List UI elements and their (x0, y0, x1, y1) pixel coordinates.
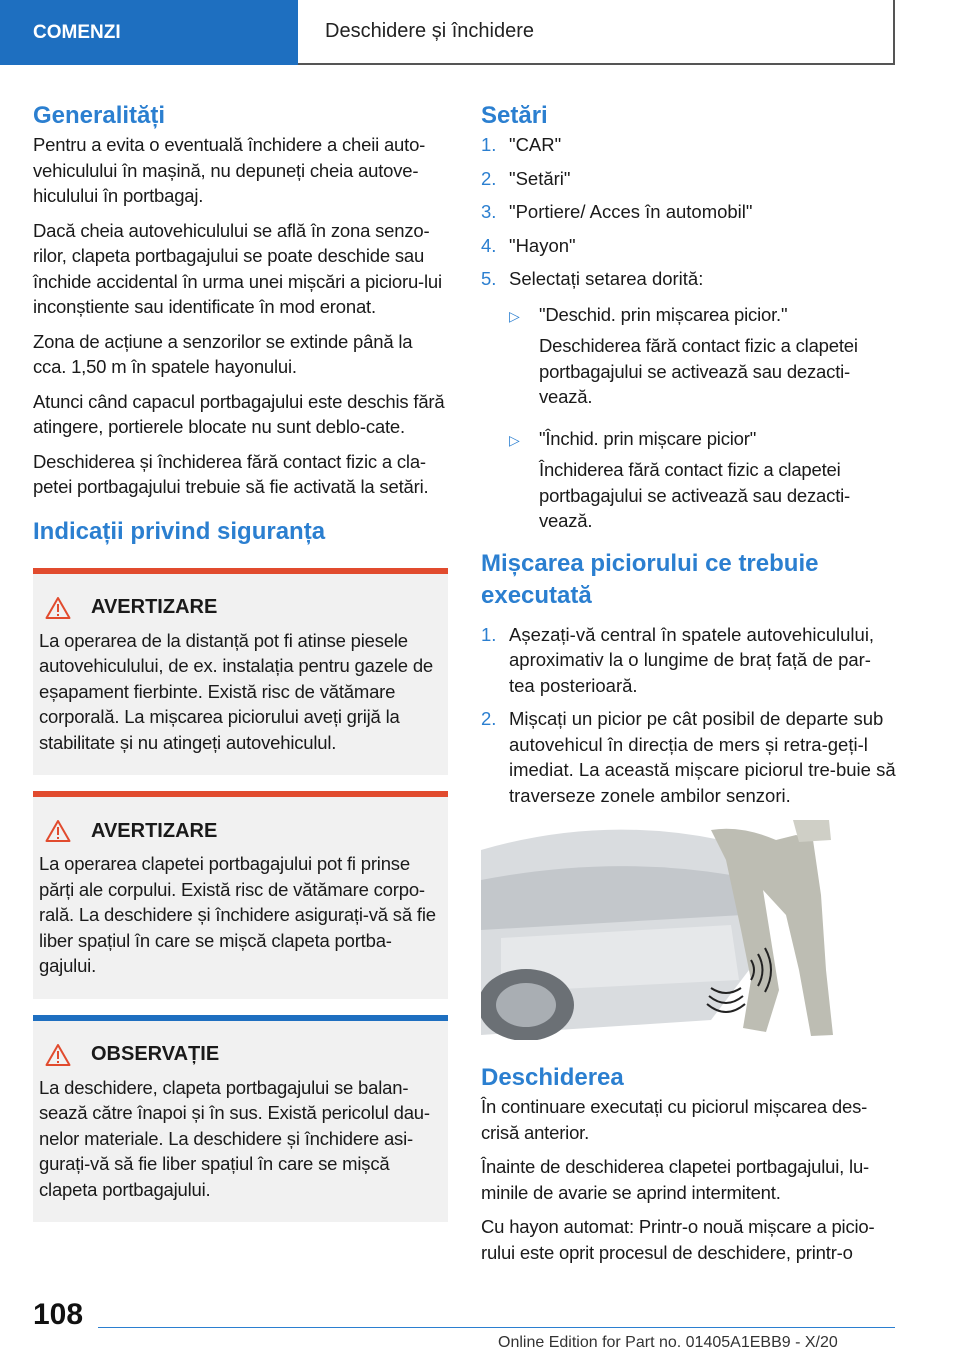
warning-triangle-icon (45, 819, 71, 843)
safety-heading: Indicații privind siguranța (33, 517, 326, 545)
general-paragraph: Zona de acțiune a senzorilor se extinde până la cca. 1,50 m în spatele hayonului. (33, 330, 413, 377)
step-number: 5. (481, 268, 497, 289)
section-label: COMENZI (33, 21, 121, 43)
chapter-header (311, 0, 895, 65)
option-description: Închiderea fără contact fizic a clapetei portbagajului se activează sau dezacti-vează. (539, 459, 850, 531)
option-description: Deschiderea fără contact fizic a clapetei portbagajului se activează sau dezacti-vează. (539, 335, 858, 407)
step-number: 1. (481, 134, 497, 155)
movement-steps (481, 622, 896, 809)
list-item (481, 199, 896, 225)
notice-box (33, 1015, 448, 1223)
list-item (481, 166, 896, 192)
option-label: "Închid. prin mișcare picior" (539, 427, 757, 449)
step-text: Așezați-vă central în spatele autovehiculului, aproximativ la o lungime de braț față de par-tea posterioară. (509, 623, 875, 696)
option-item (509, 426, 896, 540)
list-item (481, 622, 896, 699)
option-item (509, 302, 896, 416)
step-text: Mișcați un picior pe cât posibil de departe sub autovehicul în direcția de mers și retra-geți-l imediat. La această mișcare piciorul tre-buie să traverseze zonele ambilor senzori. (509, 708, 896, 806)
opening-heading: Deschiderea (481, 1064, 624, 1091)
general-paragraph: Deschiderea și închiderea fără contact fizic a cla-petei portbagajului trebuie să fie activată la setări. (33, 450, 429, 497)
warning-box (33, 791, 448, 999)
footer-divider (98, 1327, 895, 1328)
warning-triangle-icon (45, 1043, 71, 1067)
list-item (481, 706, 896, 808)
page-number: 108 (33, 1298, 84, 1331)
step-text: "Setări" (509, 167, 571, 189)
list-item (481, 132, 896, 158)
header-divider (298, 0, 312, 65)
general-paragraph: Atunci când capacul portbagajului este deschis fără atingere, portierele blocate nu sunt deblo-cate. (33, 390, 445, 437)
notice-text: La deschidere, clapeta portbagajului se balan-sează către înapoi și în sus. Există pericolul dau-nelor materiale. La deschidere și închidere asi-gurați-vă să fie liber spațiul în care se mișcă clapeta portbagajului. (39, 1076, 430, 1200)
warning-title-text: AVERTIZARE (91, 596, 218, 618)
option-label: "Deschid. prin mișcarea picior." (539, 303, 788, 325)
notice-title (41, 1043, 440, 1067)
warning-title-text: AVERTIZARE (91, 819, 218, 842)
warning-title (41, 596, 440, 620)
settings-steps (481, 132, 896, 540)
notice-title-text: OBSERVAȚIE (91, 1043, 220, 1065)
foot-sensor-illustration (481, 820, 896, 1040)
triangle-bullet-icon: ▷ (509, 307, 520, 324)
opening-paragraph: Cu hayon automat: Printr-o nouă mișcare a picio-rului este oprit procesul de deschidere, printr-o (481, 1216, 875, 1263)
warning-box (33, 568, 448, 776)
step-number: 2. (481, 167, 497, 189)
chapter-label: Deschidere și închidere (325, 20, 534, 42)
left-column (33, 100, 448, 1238)
edition-text: Online Edition for Part no. 01405A1EBB9 - X/20 (498, 1334, 838, 1351)
step-text: Selectați setarea dorită: (509, 268, 704, 289)
step-number: 4. (481, 234, 497, 256)
section-tab (0, 0, 298, 65)
movement-heading: Mișcarea piciorului ce trebuie executată (481, 549, 819, 609)
step-text: "Portiere/ Acces în automobil" (509, 201, 753, 222)
general-paragraph: Pentru a evita o eventuală închidere a cheii auto-vehiculului în mașină, nu depuneți cheia autove-hiculului în portbagaj. (33, 134, 426, 206)
warning-text: La operarea clapetei portbagajului pot fi prinse părți ale corpului. Există risc de vătămare corpo-rală. La deschidere și închidere asigurați-vă să fie liber spațiul în care se mișcă clapeta portba-gajului. (39, 853, 436, 976)
step-text: "CAR" (509, 134, 562, 155)
step-number: 2. (481, 708, 497, 729)
step-text: "Hayon" (509, 234, 576, 256)
list-item (481, 233, 896, 259)
step-number: 1. (481, 623, 497, 645)
warning-triangle-icon (45, 596, 71, 620)
settings-heading: Setări (481, 102, 548, 129)
opening-paragraph: În continuare executați cu piciorul mișcarea des-crisă anterior. (481, 1096, 868, 1143)
list-item (481, 266, 896, 540)
right-column (481, 100, 896, 1274)
warning-text: La operarea de la distanță pot fi atinse piesele autovehiculului, de ex. instalația pentru gazele de eșapament fierbinte. Există risc de vătămare corporală. La mișcarea piciorului aveți grijă la stabilitate și nu atingeți autovehiculul. (39, 629, 433, 753)
opening-paragraph: Înainte de deschiderea clapetei portbagajului, lu-minile de avarie se aprind intermitent. (481, 1156, 870, 1203)
general-heading: Generalități (33, 102, 166, 129)
general-paragraph: Dacă cheia autovehiculului se află în zona senzo-rilor, clapeta portbagajului se poate deschide sau închide accidental în urma unei mișcări a picioru-lui inconștiente sau identificate în mod eronat. (33, 219, 442, 317)
step-number: 3. (481, 201, 497, 222)
warning-title (41, 819, 440, 843)
triangle-bullet-icon: ▷ (509, 431, 520, 448)
